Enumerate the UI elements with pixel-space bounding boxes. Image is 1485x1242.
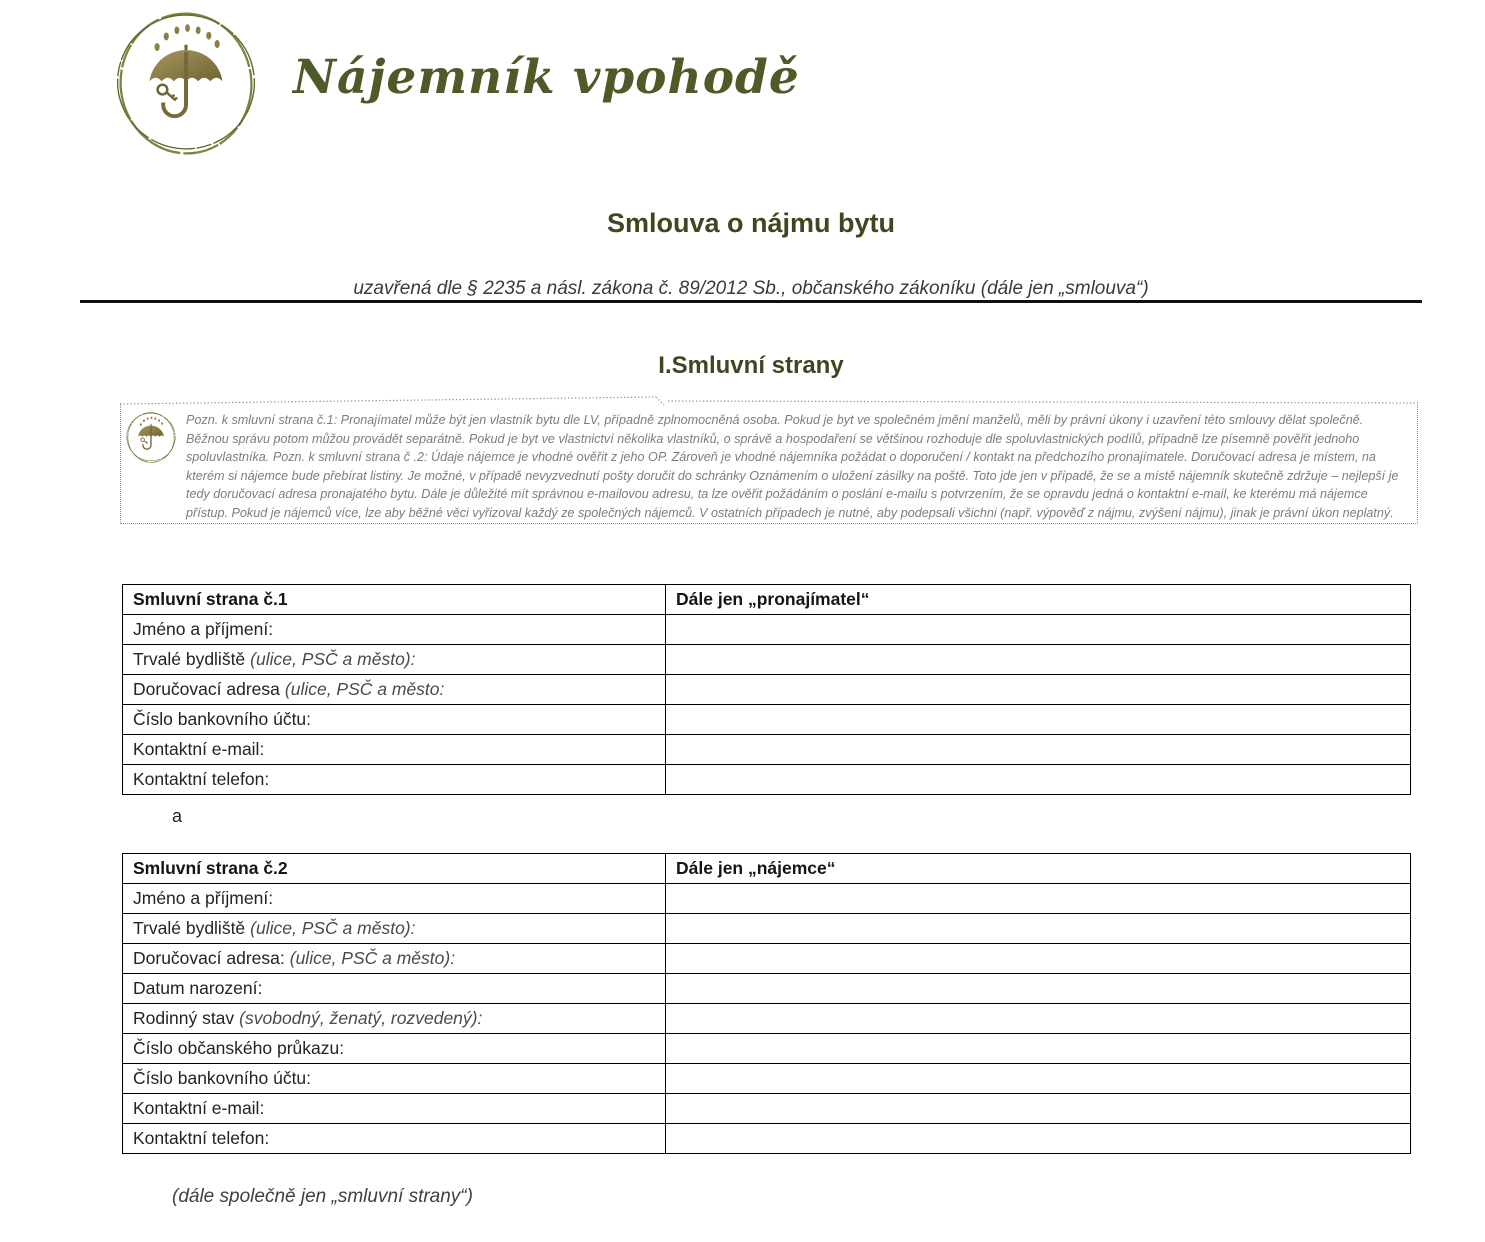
conjunction-a: a xyxy=(172,806,183,826)
row-label-cell xyxy=(123,1034,666,1064)
table-row xyxy=(123,705,1411,735)
row-label-hint: (ulice, PSČ a město): xyxy=(250,649,416,669)
note-box-torn-top-border xyxy=(120,393,1420,409)
note-paragraph-2: Pozn. k smluvní strana č .2: Údaje nájemce je vhodné ověřit z jeho OP. Zároveň je vhodné nájemníka požádat o doporučení / kontakt na předchozího pronajímatele. Doručovací adresa je místem, na kterém si nájemce bude přebírat listiny. Je možné, v případě nevyzvednutí pošty doručit do schránky Oznámením o uložení zásilky na poště. Toto jde jen v případě, že se a místě nájemník skutečně zdržuje – nejlepší je tedy doručovací adresa pronajatého bytu. Dále je důležité mít správnou e-mailovou adresu, ta lze ověřit požádáním o poslání e-mailu s potvrzením, že se opravdu jedná o kontaktní e-mail, ke kterému má nájemce přístup. Pokud je nájemců více, lze aby běžné věci vyřizoval každý ze společných nájemců. V ostatních případech je nutné, aby podepsali všichni (např. výpověď z nájmu, zvýšení nájmu), jinak je právní úkon neplatný. xyxy=(186,450,1399,520)
umbrella-logo-icon xyxy=(110,6,262,158)
row-value-field[interactable] xyxy=(666,1004,1411,1034)
row-value-field[interactable] xyxy=(666,884,1411,914)
note-text xyxy=(186,411,1407,523)
row-label: Jméno a příjmení: xyxy=(133,619,274,639)
row-label: Jméno a příjmení: xyxy=(133,888,274,908)
row-label-cell xyxy=(123,645,666,675)
row-label-cell xyxy=(123,884,666,914)
page-title: Smlouva o nájmu bytu xyxy=(606,208,896,238)
row-value-field[interactable] xyxy=(666,675,1411,705)
table-header-row xyxy=(123,854,1411,884)
row-label: Kontaktní e-mail: xyxy=(133,739,265,759)
row-label-cell xyxy=(123,974,666,1004)
umbrella-logo-icon xyxy=(124,410,178,464)
section-heading: I.Smluvní strany xyxy=(658,352,844,379)
row-value-field[interactable] xyxy=(666,735,1411,765)
row-label-cell xyxy=(123,705,666,735)
row-label-cell xyxy=(123,735,666,765)
row-value-field[interactable] xyxy=(666,645,1411,675)
row-label-hint: (svobodný, ženatý, rozvedený): xyxy=(239,1008,483,1028)
row-label-cell xyxy=(123,765,666,795)
row-label-cell xyxy=(123,1004,666,1034)
table-row xyxy=(123,914,1411,944)
row-label: Číslo bankovního účtu: xyxy=(133,1068,312,1088)
row-value-field[interactable] xyxy=(666,765,1411,795)
party1-table xyxy=(122,584,1411,795)
table-row xyxy=(123,1064,1411,1094)
row-value-field[interactable] xyxy=(666,615,1411,645)
row-label: Trvalé bydliště xyxy=(133,649,246,669)
row-label: Rodinný stav xyxy=(133,1008,235,1028)
party2-header-right: Dále jen „nájemce“ xyxy=(666,854,1411,884)
row-label: Datum narození: xyxy=(133,978,263,998)
party1-header-right: Dále jen „pronajímatel“ xyxy=(666,585,1411,615)
row-value-field[interactable] xyxy=(666,705,1411,735)
row-label: Kontaktní e-mail: xyxy=(133,1098,265,1118)
party1-header-left: Smluvní strana č.1 xyxy=(123,585,666,615)
row-value-field[interactable] xyxy=(666,974,1411,1004)
table-row xyxy=(123,645,1411,675)
row-label-hint: (ulice, PSČ a město): xyxy=(289,948,456,968)
table-row xyxy=(123,675,1411,705)
table-row xyxy=(123,735,1411,765)
row-label-hint: (ulice, PSČ a město): xyxy=(250,918,416,938)
table-row xyxy=(123,884,1411,914)
table-row xyxy=(123,1034,1411,1064)
table-row xyxy=(123,944,1411,974)
row-label-cell xyxy=(123,914,666,944)
table-row xyxy=(123,1124,1411,1154)
row-label-cell xyxy=(123,1064,666,1094)
note-paragraph-1: Pozn. k smluvní strana č.1: Pronajímatel může být jen vlastník bytu dle LV, případně zplnomocněná osoba. Pokud je byt ve společném jmění manželů, měli by právní úkony i uzavření této smlouvy dělat společně. Běžnou správu potom můžou provádět separátně. Pokud je byt ve vlastnictví několika vlastníků, o správě a hospodaření se většinou rozhoduje dle spoluvlastnických podílů, případně lze písemně pověřit jednoho spoluvlastníka. xyxy=(186,413,1364,465)
table-row xyxy=(123,615,1411,645)
row-label-cell xyxy=(123,675,666,705)
note-box xyxy=(120,403,1418,524)
row-label: Číslo bankovního účtu: xyxy=(133,709,312,729)
row-value-field[interactable] xyxy=(666,1124,1411,1154)
party2-header-left: Smluvní strana č.2 xyxy=(123,854,666,884)
row-label: Kontaktní telefon: xyxy=(133,1128,270,1148)
table-row xyxy=(123,974,1411,1004)
page-subtitle: uzavřená dle § 2235 a násl. zákona č. 89/2012 Sb., občanského zákoníku (dále jen „smlouva“) xyxy=(353,278,1149,299)
closing-note: (dále společně jen „smluvní strany“) xyxy=(172,1186,473,1207)
row-label-cell xyxy=(123,1094,666,1124)
row-label-hint: (ulice, PSČ a město: xyxy=(284,679,445,699)
party2-table xyxy=(122,853,1411,1154)
row-value-field[interactable] xyxy=(666,1034,1411,1064)
brand-name: Nájemník vpohodě xyxy=(293,50,800,105)
row-value-field[interactable] xyxy=(666,914,1411,944)
row-value-field[interactable] xyxy=(666,944,1411,974)
row-value-field[interactable] xyxy=(666,1094,1411,1124)
row-label-cell xyxy=(123,1124,666,1154)
row-label: Číslo občanského průkazu: xyxy=(133,1038,345,1058)
row-label-cell xyxy=(123,944,666,974)
row-value-field[interactable] xyxy=(666,1064,1411,1094)
table-row xyxy=(123,1094,1411,1124)
row-label: Kontaktní telefon: xyxy=(133,769,270,789)
divider-rule xyxy=(80,300,1422,303)
row-label: Doručovací adresa xyxy=(133,679,280,699)
table-row xyxy=(123,765,1411,795)
row-label: Trvalé bydliště xyxy=(133,918,246,938)
row-label: Doručovací adresa: xyxy=(133,948,285,968)
table-row xyxy=(123,1004,1411,1034)
table-header-row xyxy=(123,585,1411,615)
row-label-cell xyxy=(123,615,666,645)
